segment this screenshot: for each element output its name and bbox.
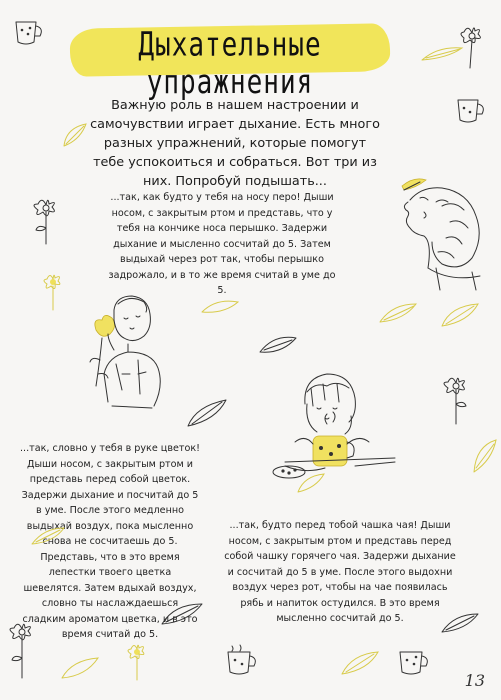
feather-doodle-icon: [470, 436, 500, 476]
feather-doodle-icon: [420, 44, 464, 64]
feather-doodle-icon: [440, 300, 480, 330]
page-number: 13: [464, 671, 485, 690]
cup-doodle-icon: [10, 14, 50, 48]
feather-doodle-icon: [30, 524, 66, 548]
feather-doodle-icon: [186, 396, 230, 430]
cup-doodle-icon: [454, 92, 490, 126]
flower-doodle-icon: [40, 272, 68, 312]
cup-doodle-icon: [394, 642, 434, 678]
flower-doodle-icon: [6, 620, 40, 680]
feather-doodle-icon: [60, 120, 90, 150]
cup-doodle-icon: [222, 642, 262, 678]
feather-doodle-icon: [440, 610, 480, 636]
exercise-feather-text: ...так, как будто у тебя на носу перо! Дыши носом, с закрытым ртом и представь, что у тебя на кончике носа перышко. Задержи дыхание и мысленно сосчитай до 5. Затем выдыхай через рот так, чтобы перышко задрожало, и в то же время считай в уме до 5.: [108, 192, 336, 296]
feather-doodle-icon: [296, 470, 326, 496]
feather-doodle-icon: [160, 600, 204, 628]
girl-with-feather-icon: [380, 172, 490, 292]
flower-doodle-icon: [30, 196, 64, 246]
exercise-tea-text: ...так, будто перед тобой чашка чая! Дыши носом, с закрытым ртом и представь перед собой чашку горячего чая. Задержи дыхание и сосчитай до 5 в уме. После этого выдохни воздух через рот, чтобы на чае появилась рябь и напиток остудился. В это время мысленно сосчитай до 5.: [224, 520, 456, 624]
feather-doodle-icon: [200, 296, 240, 318]
flower-doodle-icon: [440, 374, 474, 426]
feather-doodle-icon: [60, 654, 100, 682]
feather-doodle-icon: [258, 332, 298, 358]
page-title: Дыхательные упражнения: [138, 26, 322, 102]
boy-smelling-flower-icon: [78, 290, 178, 422]
flower-doodle-icon: [124, 642, 152, 682]
feather-doodle-icon: [340, 648, 380, 678]
child-with-tea-cup-icon: [265, 362, 405, 492]
title-banner: [70, 20, 390, 102]
intro-text: Важную роль в нашем настроении и самочувствии играет дыхание. Есть много разных упражнений, которые помогут тебе успокоиться и собраться. Вот три из них. Попробуй подышать...: [90, 98, 380, 189]
exercise-flower-text: ...так, словно у тебя в руке цветок! Дыши носом, с закрытым ртом и представь перед собой цветок. Задержи дыхание и посчитай до 5 в уме. После этого медленно выдыхай воздух, пока мысленно снова не сосчитаешь до 5. Представь, что в это время лепестки твоего цветка шевелятся. Затем вдыхай воздух, словно ты наслаждаешься сладким ароматом цветка, и в это время считай до 5.: [20, 443, 200, 640]
feather-doodle-icon: [378, 300, 418, 326]
